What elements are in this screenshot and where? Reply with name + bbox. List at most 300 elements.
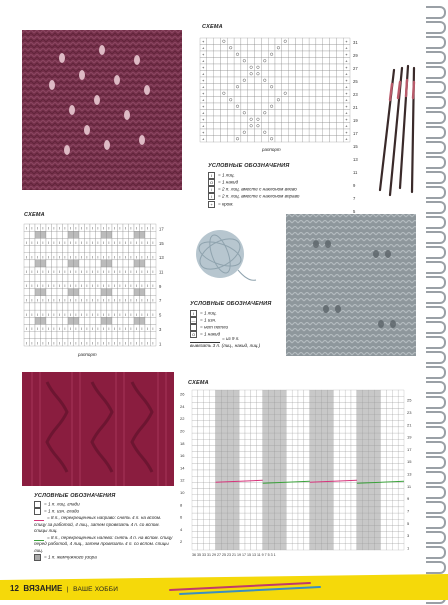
chart-cell: [363, 402, 369, 408]
chart-cell: [192, 513, 198, 519]
chart-symbol-knit: I: [42, 225, 44, 231]
chart-cell: [298, 427, 304, 433]
chart-cell: [292, 544, 298, 550]
chart-cell: [323, 64, 330, 71]
chart-symbol-knit: I: [130, 311, 132, 317]
chart-symbol-knit: I: [108, 268, 110, 274]
chart-cell: [263, 544, 269, 550]
spiral-ring: [426, 111, 446, 124]
legend-text: = 8 п., перекрещенных направо: снять 4 п. на вспом. спицу за работой, 4 лиц., затем провязать 4 п. со вспом. спицы лиц.: [34, 515, 162, 534]
chart-cell: [386, 396, 392, 402]
chart-cell: [375, 513, 381, 519]
chart-cell: [241, 84, 248, 91]
chart-cell: [357, 396, 363, 402]
chart-cell: [241, 136, 248, 143]
chart-cell: [263, 433, 269, 439]
chart-cell: [282, 116, 289, 123]
chart-cell: [292, 445, 298, 451]
chart-row-number-right: 11: [407, 483, 412, 489]
chart-cell: [351, 421, 357, 427]
chart-symbol-plus: +: [202, 71, 205, 77]
legend-symbol: \: [208, 193, 215, 200]
chart-cell: [268, 90, 275, 97]
chart-symbol-knit: I: [25, 240, 28, 246]
chart-cell: [316, 544, 322, 550]
chart-symbol-knit: I: [42, 311, 44, 317]
chart-cell: [322, 513, 328, 519]
chart-cell: [375, 482, 381, 488]
chart-cell: [30, 246, 36, 253]
chart-cell: [198, 408, 204, 414]
chart-cell: [322, 421, 328, 427]
chart-cell: [309, 71, 316, 78]
chart-cell: [380, 501, 386, 507]
chart-cell: [351, 396, 357, 402]
chart-cell: [257, 439, 263, 445]
spiral-ring: [426, 516, 446, 529]
chart-cell: [280, 544, 286, 550]
chart-cell: [245, 390, 251, 396]
chart-cell: [304, 445, 310, 451]
chart-symbol-knit: I: [42, 326, 44, 332]
chart-symbol-knit: I: [91, 297, 94, 303]
page-number: 12: [10, 584, 19, 593]
chart-cell: [292, 495, 298, 501]
chart-cell: [327, 433, 333, 439]
chart-cell: [327, 482, 333, 488]
chart-cell: [85, 317, 91, 324]
chart-cell: [204, 495, 210, 501]
chart-cell: [298, 452, 304, 458]
chart-cell: [275, 123, 282, 130]
chart-cell: [90, 317, 96, 324]
chart-cell: [369, 408, 375, 414]
chart-cell: [363, 408, 369, 414]
chart-cell: [298, 501, 304, 507]
chart-cell: [35, 260, 41, 267]
chart-cell: [210, 525, 216, 531]
chart-cell: [304, 415, 310, 421]
chart-cell: [198, 501, 204, 507]
chart-cell: [101, 231, 107, 238]
chart-cell: [233, 427, 239, 433]
chart-cell: [333, 402, 339, 408]
chart-cell: [292, 532, 298, 538]
chart-symbol-knit: I: [97, 240, 99, 246]
chart-cell: [333, 544, 339, 550]
chart-cell: [274, 513, 280, 519]
chart-cell: [227, 482, 233, 488]
chart-cell: [233, 458, 239, 464]
chart-cell: [68, 317, 74, 324]
chart-row-number-right: 17: [407, 446, 412, 452]
legend-top-title: УСЛОВНЫЕ ОБОЗНАЧЕНИЯ: [208, 163, 290, 169]
chart-symbol-knit: I: [135, 240, 138, 246]
chart-cell: [289, 103, 296, 110]
chart-cell: [251, 433, 257, 439]
chart-cell: [286, 538, 292, 544]
chart-cell: [239, 439, 245, 445]
chart-cell: [333, 538, 339, 544]
chart-cell: [257, 433, 263, 439]
chart-cell: [330, 51, 337, 58]
chart-cell: [351, 390, 357, 396]
chart-symbol-knit: I: [53, 311, 55, 317]
chart-cell: [323, 116, 330, 123]
chart-cell: [123, 246, 129, 253]
chart-cell: [239, 464, 245, 470]
chart-cell: [304, 519, 310, 525]
chart-cell: [239, 408, 245, 414]
chart-cell: [304, 525, 310, 531]
chart-cell: [357, 390, 363, 396]
chart-symbol-knit: I: [97, 340, 99, 346]
chart-cell: [286, 519, 292, 525]
chart-cell: [289, 77, 296, 84]
chart-cell: [257, 513, 263, 519]
chart-cell: [216, 513, 222, 519]
legend-item: [190, 324, 228, 331]
chart-cell: [289, 136, 296, 143]
chart-cell: [151, 246, 157, 253]
chart-cell: [30, 274, 36, 281]
chart-cell: [192, 538, 198, 544]
chart-cell: [207, 136, 214, 143]
scheme-bottom-title: СХЕМА: [188, 380, 209, 386]
chart-cell: [251, 421, 257, 427]
chart-cell: [330, 84, 337, 91]
chart-cell: [151, 260, 157, 267]
chart-cell: [298, 415, 304, 421]
spiral-ring: [426, 561, 446, 574]
chart-cell: [251, 402, 257, 408]
chart-cell: [251, 396, 257, 402]
chart-cell: [322, 538, 328, 544]
chart-cell: [145, 246, 151, 253]
chart-cell: [204, 519, 210, 525]
chart-symbol-plus: +: [345, 71, 348, 77]
chart-cell: [214, 97, 221, 104]
chart-cell: [269, 464, 275, 470]
chart-cell: [339, 408, 345, 414]
chart-cell: [369, 488, 375, 494]
chart-cell: [398, 532, 404, 538]
chart-cell: [386, 544, 392, 550]
chart-cell: [248, 136, 255, 143]
chart-cell: [357, 445, 363, 451]
chart-cell: [198, 452, 204, 458]
chart-cell: [386, 482, 392, 488]
chart-cell: [280, 525, 286, 531]
chart-symbol-knit: I: [69, 268, 72, 274]
chart-cell: [333, 415, 339, 421]
chart-cell: [380, 427, 386, 433]
chart-cell: [398, 439, 404, 445]
chart-cell: [96, 303, 102, 310]
chart-cell: [345, 396, 351, 402]
chart-cell: [292, 415, 298, 421]
chart-row-number-right: 5: [407, 520, 410, 526]
chart-cell: [289, 51, 296, 58]
chart-cell: [351, 519, 357, 525]
chart-symbol-knit: I: [124, 311, 127, 317]
chart-cell: [336, 71, 343, 78]
chart-cell: [74, 274, 80, 281]
chart-cell: [339, 495, 345, 501]
chart-cell: [140, 303, 146, 310]
chart-cell: [310, 488, 316, 494]
chart-symbol-knit: I: [31, 340, 33, 346]
chart-cell: [316, 427, 322, 433]
chart-cell: [220, 97, 227, 104]
chart-cell: [207, 45, 214, 52]
chart-cell: [345, 408, 351, 414]
chart-cell: [363, 445, 369, 451]
chart-cell: [192, 525, 198, 531]
chart-cell: [198, 439, 204, 445]
chart-symbol-knit: I: [141, 283, 143, 289]
chart-cell: [327, 421, 333, 427]
chart-cell: [220, 51, 227, 58]
chart-cell: [227, 507, 233, 513]
chart-symbol-knit: I: [64, 268, 66, 274]
chart-symbol-knit: I: [124, 340, 127, 346]
chart-cell: [398, 433, 404, 439]
chart-cell: [398, 482, 404, 488]
chart-cell: [357, 415, 363, 421]
chart-cell: [192, 507, 198, 513]
chart-cell: [336, 45, 343, 52]
spiral-ring: [426, 6, 446, 19]
chart-cell: [316, 519, 322, 525]
chart-cell: [46, 317, 52, 324]
chart-cell: [241, 129, 248, 136]
chart-cell: [333, 488, 339, 494]
chart-cell: [233, 433, 239, 439]
chart-symbol-knit: I: [75, 254, 77, 260]
chart-cell: [351, 532, 357, 538]
chart-symbol-knit: I: [146, 311, 149, 317]
chart-row-number: 13: [159, 255, 164, 261]
chart-cell: [210, 402, 216, 408]
chart-cell: [239, 544, 245, 550]
chart-cell: [339, 402, 345, 408]
chart-cell: [392, 470, 398, 476]
chart-cell: [310, 439, 316, 445]
chart-cell: [369, 513, 375, 519]
chart-cell: [336, 97, 343, 104]
chart-cell: [263, 421, 269, 427]
chart-cell: [214, 110, 221, 117]
chart-cell: [275, 110, 282, 117]
chart-cell: [221, 501, 227, 507]
chart-cell: [304, 396, 310, 402]
chart-cell: [234, 58, 241, 65]
chart-cell: [304, 439, 310, 445]
chart-cell: [286, 433, 292, 439]
chart-cell: [107, 231, 113, 238]
chart-symbol-knit: I: [108, 297, 110, 303]
chart-cell: [398, 501, 404, 507]
chart-cell: [304, 501, 310, 507]
chart-cell: [357, 464, 363, 470]
legend-symbol: —: [191, 318, 196, 324]
chart-cell: [386, 519, 392, 525]
chart-cell: [227, 90, 234, 97]
chart-cell: [316, 458, 322, 464]
chart-cell: [216, 458, 222, 464]
chart-cell: [210, 544, 216, 550]
chart-symbol-knit: I: [141, 268, 143, 274]
chart-cell: [198, 433, 204, 439]
chart-cell: [52, 289, 58, 296]
chart-cell: [330, 58, 337, 65]
chart-cell: [234, 51, 241, 58]
spiral-ring: [426, 126, 446, 139]
chart-cell: [198, 402, 204, 408]
chart-cell: [345, 501, 351, 507]
chart-cell: [363, 519, 369, 525]
chart-cell: [227, 402, 233, 408]
chart-cell: [129, 231, 135, 238]
chart-cell: [207, 129, 214, 136]
chart-cell: [386, 488, 392, 494]
chart-cell: [380, 544, 386, 550]
chart-cell: [263, 458, 269, 464]
chart-symbol-knit: I: [124, 240, 127, 246]
chart-cell: [392, 519, 398, 525]
chart-cell: [257, 544, 263, 550]
chart-cell: [220, 77, 227, 84]
chart-cell: [216, 452, 222, 458]
chart-cell: [280, 538, 286, 544]
chart-symbol-knit: I: [58, 311, 61, 317]
chart-cell: [257, 408, 263, 414]
chart-cell: [386, 415, 392, 421]
chart-cell: [274, 402, 280, 408]
spiral-ring: [426, 21, 446, 34]
chart-cell: [85, 303, 91, 310]
chart-cell: [255, 45, 262, 52]
chart-cell: [210, 495, 216, 501]
chart-cell: [292, 458, 298, 464]
chart-cell: [112, 231, 118, 238]
chart-cell: [269, 513, 275, 519]
chart-symbol-knit: I: [102, 340, 105, 346]
chart-symbol-knit: I: [130, 283, 132, 289]
chart-symbol-knit: I: [108, 240, 110, 246]
chart-symbol-knit: I: [113, 240, 116, 246]
chart-cell: [336, 38, 343, 45]
chart-cell: [239, 525, 245, 531]
chart-symbol-knit: I: [47, 283, 50, 289]
chart-symbol-knit: I: [108, 340, 110, 346]
chart-row-number: 3: [159, 326, 162, 332]
chart-cell: [220, 116, 227, 123]
chart-symbol-knit: I: [97, 326, 99, 332]
chart-cell: [339, 421, 345, 427]
chart-cell: [233, 495, 239, 501]
chart-cell: [282, 90, 289, 97]
chart-cell: [292, 525, 298, 531]
chart-cell: [269, 452, 275, 458]
chart-cell: [210, 488, 216, 494]
chart-cell: [134, 274, 140, 281]
chart-cell: [123, 231, 129, 238]
chart-cell: [221, 452, 227, 458]
chart-cell: [107, 274, 113, 281]
chart-cell: [286, 525, 292, 531]
chart-cell: [289, 58, 296, 65]
chart-cell: [192, 402, 198, 408]
chart-cell: [280, 452, 286, 458]
legend-mid-title: УСЛОВНЫЕ ОБОЗНАЧЕНИЯ: [190, 301, 272, 307]
chart-cell: [286, 408, 292, 414]
chart-cell: [257, 519, 263, 525]
chart-cell: [369, 415, 375, 421]
chart-cell: [239, 501, 245, 507]
chart-cell: [261, 77, 268, 84]
chart-cell: [327, 488, 333, 494]
chart-cell: [107, 332, 113, 339]
chart-cell: [380, 488, 386, 494]
chart-cell: [345, 458, 351, 464]
chart-cell: [292, 464, 298, 470]
chart-symbol-knit: I: [102, 297, 105, 303]
chart-cell: [269, 476, 275, 482]
chart-cell: [392, 532, 398, 538]
chart-row-number-left: 8: [180, 502, 183, 508]
chart-cell: [245, 458, 251, 464]
chart-cell: [151, 289, 157, 296]
chart-symbol-plus: +: [345, 78, 348, 84]
chart-cell: [274, 501, 280, 507]
chart-cell: [351, 408, 357, 414]
chart-cell: [380, 532, 386, 538]
chart-cell: [41, 274, 47, 281]
chart-row-number-right: 23: [407, 410, 412, 415]
chart-symbol-knit: I: [64, 326, 66, 332]
chart-cell: [289, 110, 296, 117]
chart-cell: [257, 495, 263, 501]
spiral-ring: [426, 291, 446, 304]
chart-cell: [286, 482, 292, 488]
chart-cell: [216, 476, 222, 482]
chart-cell: [63, 303, 69, 310]
chart-cell: [263, 470, 269, 476]
chart-cell: [298, 482, 304, 488]
chart-cell: [304, 464, 310, 470]
spiral-ring: [426, 306, 446, 319]
chart-symbol-plus: +: [202, 84, 205, 90]
chart-symbol-knit: I: [80, 326, 83, 332]
chart-cell: [280, 439, 286, 445]
chart-cell: [220, 103, 227, 110]
chart-cell: [233, 482, 239, 488]
chart-symbol-knit: I: [31, 311, 33, 317]
chart-cell: [220, 90, 227, 97]
chart-cell: [192, 495, 198, 501]
chart-cell: [333, 501, 339, 507]
chart-cell: [207, 116, 214, 123]
chart-cell: [107, 317, 113, 324]
chart-cell: [216, 439, 222, 445]
chart-cell: [327, 402, 333, 408]
chart-cell: [304, 482, 310, 488]
chart-symbol-plus: +: [202, 130, 205, 136]
chart-cell: [280, 427, 286, 433]
chart-cell: [245, 488, 251, 494]
